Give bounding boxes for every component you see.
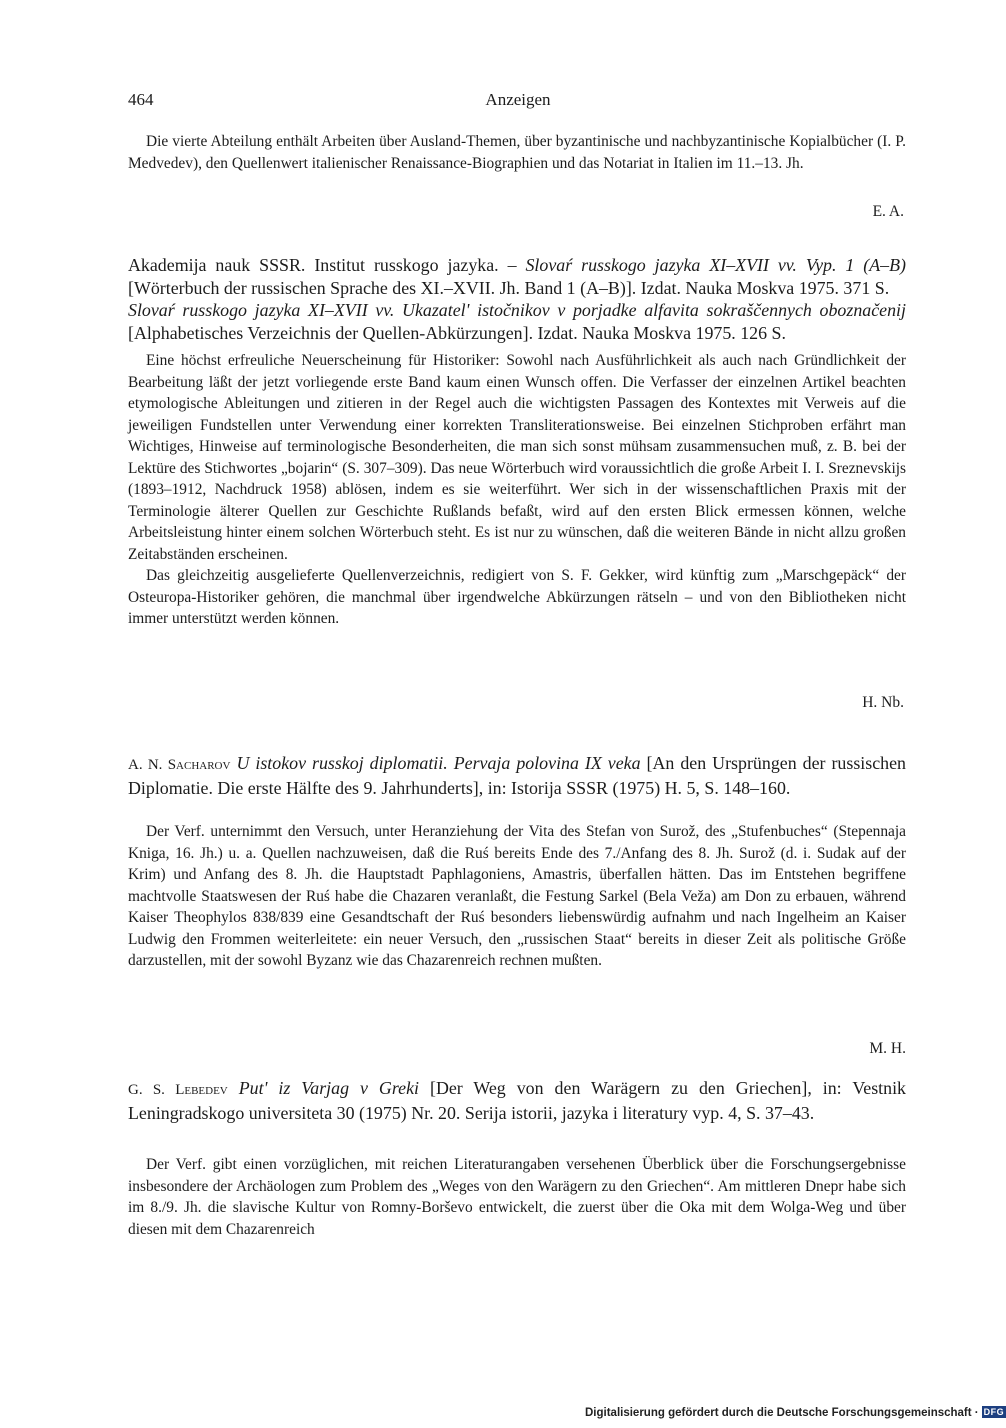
review2-citation: A. N. Sacharov U istokov russkoj diplomatii. Pervaja polovina IX veka [An den Ursprüngen der russischen Diplomatie. Die erste Hälfte des 9. Jahrhunderts], in: Istorija SSSR (1975) H. 5, S. 148–160. bbox=[128, 753, 906, 798]
dfg-logo: DFG bbox=[983, 1407, 1005, 1417]
review-3 bbox=[128, 1077, 906, 1240]
review2-author: A. N. Sacharov bbox=[128, 757, 231, 773]
page-number: 464 bbox=[128, 90, 154, 109]
digitization-footer bbox=[585, 1406, 1006, 1419]
review2-body bbox=[128, 821, 906, 972]
footer-text: Digitalisierung gefördert durch die Deutsche Forschungsgemeinschaft · bbox=[585, 1407, 979, 1419]
review1-citation-1: Akademija nauk SSSR. Institut russkogo jazyka. – Slovaŕ russkogo jazyka XI–XVII vv. Vyp. 1 (A–B) [Wörterbuch der russischen Sprache des XI.–XVII. Jh. Band 1 (A–B)]. Izdat. Nauka Moskva 1975. 371 S. bbox=[128, 255, 906, 298]
review-2 bbox=[128, 752, 906, 972]
review3-body bbox=[128, 1154, 906, 1240]
running-header bbox=[128, 90, 908, 114]
top-paragraph: Die vierte Abteilung enthält Arbeiten über Ausland-Themen, über byzantinische und nachbyzantinische Kopialbücher (I. P. Medvedev), den Quellenwert italienischer Renaissance-Biographien und das Notariat in Italien im 11.–13. Jh. bbox=[128, 133, 906, 172]
review3-citation: G. S. Lebedev Put' iz Varjag v Greki [Der Weg von den Warägern zu den Griechen], in: Vestnik Leningradskogo universiteta 30 (1975) Nr. 20. Serija istorii, jazyka i literatury vyp. 4, S. 37–43. bbox=[128, 1078, 906, 1123]
review1-title-1: Slovaŕ russkogo jazyka XI–XVII vv. Vyp. 1 (A–B) bbox=[525, 255, 906, 275]
review-1 bbox=[128, 254, 906, 630]
signature-ea: E. A. bbox=[872, 203, 904, 220]
section-top bbox=[128, 131, 906, 174]
running-title: Anzeigen bbox=[485, 90, 551, 109]
review3-paragraph: Der Verf. gibt einen vorzüglichen, mit reichen Literaturangaben versehenen Überblick über die Forschungsergebnisse insbesondere der Archäologen zum Problem des „Weges von den Warägern zu den Griechen“. Am mittleren Dnepr habe sich im 8./9. Jh. die slavische Kultur von Romny-Borševo entwickelt, die zuerst über die Oka mit dem Wolga-Weg und über diesen mit dem Chazarenreich bbox=[128, 1156, 906, 1238]
review1-citation-2: Slovaŕ russkogo jazyka XI–XVII vv. Ukazatel' istočnikov v porjadke alfavita sokraščennych oboznačenij [Alphabetisches Verzeichnis der Quellen-Abkürzungen]. Izdat. Nauka Moskva 1975. 126 S. bbox=[128, 300, 906, 343]
review1-paragraph-1: Eine höchst erfreuliche Neuerscheinung für Historiker: Sowohl nach Ausführlichkeit als auch nach Gründlichkeit der Bearbeitung läßt der jetzt vorliegende erste Band kaum einen Wunsch offen. Die Verfasser der einzelnen Artikel beachten etymologische Ableitungen und zitieren in der Regel auch die wichtigsten Passagen des Kontextes mit Verweis auf die jeweiligen Fundstellen unter Verwendung einer korrekten Transliterationsweise. Bei einzelnen Stichproben erfährt man Wichtiges, Hinweise auf terminologische Besonderheiten, die man sich sonst mühsam zusammensuchen muß, z. B. bei der Lektüre des Stichwortes „bojarin“ (S. 307–309). Das neue Wörterbuch wird voraussichtlich die große Arbeit I. I. Sreznevskijs (1893–1912, Nachdruck 1958) ablösen, indem es sie weiterführt. Wer sich in der wissenschaftlichen Praxis mit der Terminologie älterer Quellen zur Geschichte Rußlands befaßt, wird auf den ersten Blick ermessen können, welche Arbeitsleistung hinter einem solchen Wörterbuch steht. Es ist nur zu wünschen, daß die weiteren Bände in nicht allzu großen Zeitabständen erscheinen. bbox=[128, 352, 906, 563]
review1-body bbox=[128, 350, 906, 630]
review2-title: U istokov russkoj diplomatii. Pervaja polovina IX veka bbox=[236, 753, 641, 773]
review1-paragraph-2: Das gleichzeitig ausgelieferte Quellenverzeichnis, redigiert von S. F. Gekker, wird künftig zum „Marschgepäck“ der Osteuropa-Historiker gehören, die manchmal über irgendwelche Abkürzungen rätseln – und von den Bibliotheken nicht immer unterstützt werden können. bbox=[128, 567, 906, 627]
review2-paragraph: Der Verf. unternimmt den Versuch, unter Heranziehung der Vita des Stefan von Surož, des „Stufenbuches“ (Stepennaja Kniga, 16. Jh.) u. a. Quellen nachzuweisen, daß die Ruś bereits Ende des 7./Anfang des 8. Jh. Surož (d. i. Sudak auf der Krim) und Anfang des 8. Jh. die Hauptstadt Paphlagoniens, Amastris, überfallen hätten. Das im Entstehen begriffene machtvolle Staatswesen der Ruś habe die Chazaren veranlaßt, die Festung Sarkel (Bela Veža) am Don zu erbauen, während Kaiser Theophylos 838/839 eine Gesandtschaft der Ruś besonders liebenswürdig aufnahm und nach Ingelheim an Kaiser Ludwig den Frommen weiterleitete: ein neuer Versuch, den „russischen Staat“ bereits in dieser Zeit als politische Größe darzustellen, mit der sowohl Byzanz wie das Chazarenreich rechnen mußten. bbox=[128, 823, 906, 969]
signature-mh: M. H. bbox=[869, 1040, 906, 1057]
review3-author: G. S. Lebedev bbox=[128, 1082, 228, 1098]
review1-title-2: Slovaŕ russkogo jazyka XI–XVII vv. Ukazatel' istočnikov v porjadke alfavita sokraščennych oboznačenij bbox=[128, 300, 906, 320]
signature-hnb: H. Nb. bbox=[862, 694, 904, 711]
review3-title: Put' iz Varjag v Greki bbox=[238, 1078, 419, 1098]
